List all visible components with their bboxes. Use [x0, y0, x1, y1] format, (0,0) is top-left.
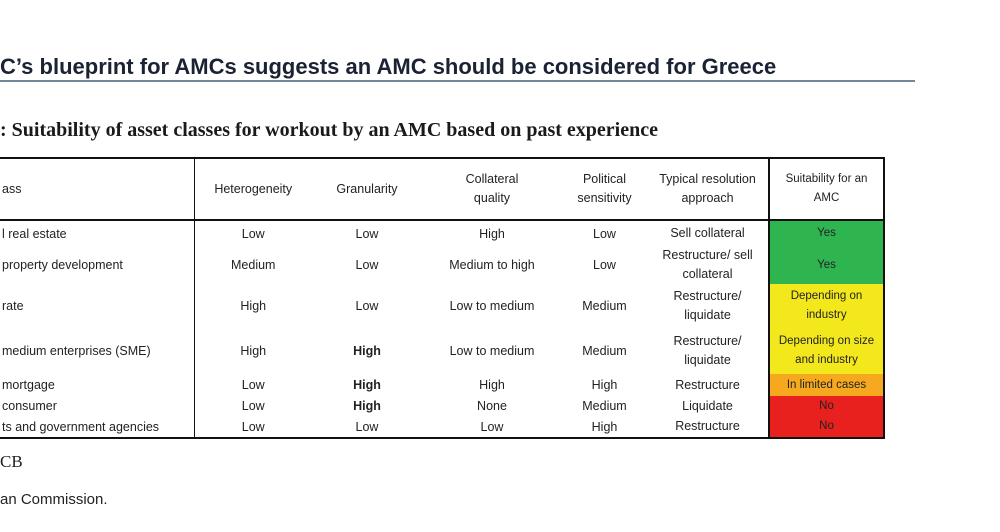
suitability-cell: Yes: [769, 246, 884, 284]
suitability-cell: Yes: [769, 220, 884, 246]
suitability-cell: Depending on industry: [769, 284, 884, 328]
table-row: [0, 374, 884, 396]
table-row: [0, 396, 884, 416]
suitability-table: [0, 157, 885, 439]
asset-class-cell: ts and government agencies: [0, 416, 194, 438]
header-suitability: Suitability for an AMC: [769, 158, 884, 220]
resolution-approach-cell: Sell collateral: [670, 226, 745, 240]
suitability-cell: No: [769, 396, 884, 416]
table-row: [0, 284, 884, 328]
resolution-approach-cell: Restructure/ liquidate: [673, 334, 742, 367]
source-line: CB: [0, 452, 23, 471]
header-resolution-approach: Typical resolution approach: [647, 158, 769, 220]
header-asset-class: ass: [0, 158, 194, 220]
heterogeneity-cell: High: [240, 299, 267, 313]
source-credit: an Commission.: [0, 491, 108, 508]
resolution-approach-cell: Restructure: [675, 377, 740, 392]
asset-class-cell: medium enterprises (SME): [0, 328, 194, 374]
heterogeneity-cell: Low: [241, 399, 265, 413]
table-row: [0, 328, 884, 374]
headline-rule: [0, 80, 915, 82]
asset-class-cell: rate: [0, 284, 194, 328]
resolution-approach-cell: Restructure/ sell collateral: [662, 248, 753, 281]
political-sensitivity-cell: Low: [593, 226, 616, 241]
political-sensitivity-cell: Medium: [582, 344, 627, 358]
heterogeneity-cell: Low: [194, 416, 312, 438]
table-title: : Suitability of asset classes for workout by an AMC based on past experience: [0, 119, 658, 141]
asset-class-cell: l real estate: [0, 220, 194, 246]
header-granularity: Granularity: [312, 158, 422, 220]
political-sensitivity-cell: High: [562, 416, 647, 438]
political-sensitivity-cell: Medium: [582, 399, 627, 413]
asset-class-cell: property development: [0, 246, 194, 284]
granularity-cell: Low: [312, 416, 422, 438]
suitability-cell: In limited cases: [769, 374, 884, 396]
heterogeneity-cell: Medium: [231, 258, 276, 272]
heterogeneity-cell: Low: [241, 378, 265, 392]
table-header-row: [0, 158, 884, 220]
collateral-quality-cell: High: [479, 378, 505, 392]
political-sensitivity-cell: Low: [593, 258, 616, 272]
suitability-cell: Depending on size and industry: [769, 328, 884, 374]
granularity-cell: Low: [355, 258, 379, 272]
collateral-quality-cell: Low to medium: [449, 344, 535, 358]
political-sensitivity-cell: High: [591, 378, 618, 392]
suitability-cell: No: [769, 416, 884, 438]
asset-class-cell: consumer: [0, 396, 194, 416]
table-row: [0, 220, 884, 246]
heterogeneity-cell: Low: [241, 226, 265, 241]
collateral-quality-cell: Low to medium: [449, 299, 535, 313]
headline: C’s blueprint for AMCs suggests an AMC should be considered for Greece: [0, 54, 777, 79]
asset-class-cell: mortgage: [0, 374, 194, 396]
collateral-quality-cell: Medium to high: [449, 258, 535, 272]
header-heterogeneity: Heterogeneity: [194, 158, 312, 220]
suitability-table-wrapper: [0, 157, 884, 439]
collateral-quality-cell: None: [477, 399, 507, 413]
table-row: [0, 416, 884, 438]
granularity-cell: High: [353, 399, 381, 413]
resolution-approach-cell: Restructure: [647, 416, 769, 438]
heterogeneity-cell: High: [240, 344, 267, 358]
table-body: [0, 220, 884, 438]
granularity-cell: Low: [355, 226, 379, 241]
political-sensitivity-cell: Medium: [582, 299, 627, 313]
header-collateral-quality: Collateral quality: [422, 158, 562, 220]
granularity-cell: High: [353, 344, 381, 358]
header-political-sensitivity: Political sensitivity: [562, 158, 647, 220]
resolution-approach-cell: Liquidate: [682, 398, 733, 413]
granularity-cell: High: [353, 378, 381, 392]
resolution-approach-cell: Restructure/ liquidate: [673, 289, 742, 322]
collateral-quality-cell: High: [479, 226, 505, 241]
table-row: [0, 246, 884, 284]
granularity-cell: Low: [355, 299, 379, 313]
collateral-quality-cell: Low: [422, 416, 562, 438]
